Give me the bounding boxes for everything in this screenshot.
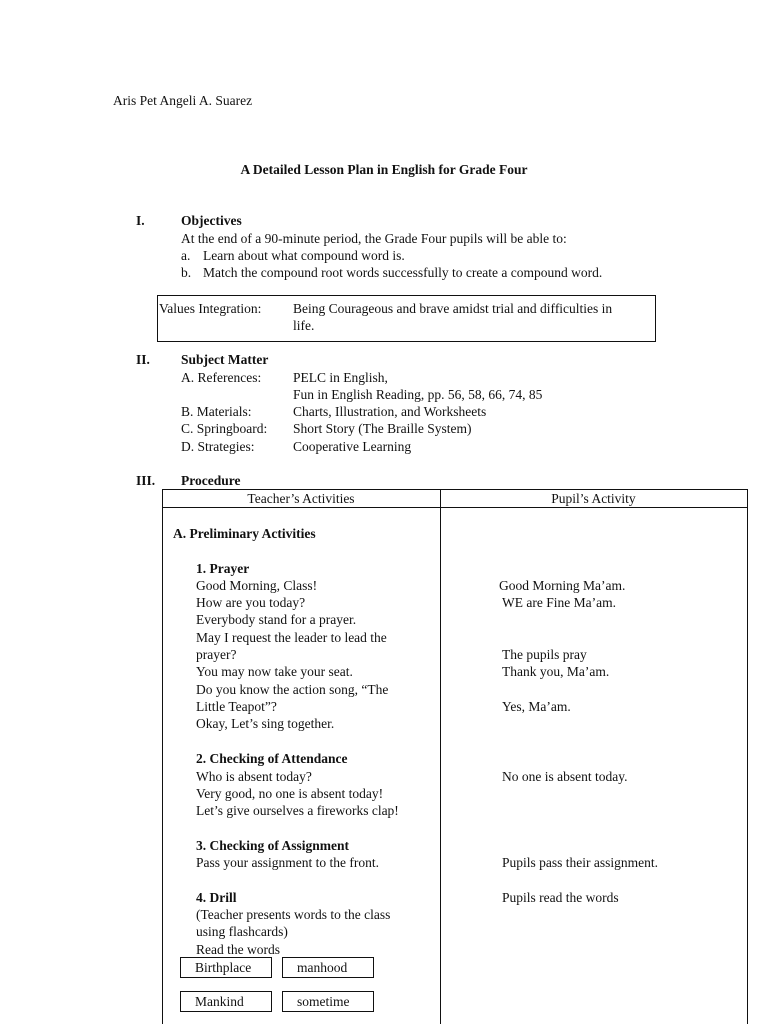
page-title: A Detailed Lesson Plan in English for Grade Four [240,162,528,177]
teacher-line: (Teacher presents words to the class [196,907,391,922]
procedure-heading: Procedure [181,473,241,488]
teacher-line: Everybody stand for a prayer. [196,612,357,627]
activity-heading: 2. Checking of Attendance [196,751,348,766]
pupil-line: Yes, Ma’am. [502,699,571,714]
teacher-line: using flashcards) [196,924,288,939]
flashcard-word: manhood [282,957,374,978]
teacher-line: Okay, Let’s sing together. [196,716,335,731]
pupil-line: WE are Fine Ma’am. [502,595,616,610]
values-integration-text: Being Courageous and brave amidst trial and difficulties in [293,301,613,316]
teacher-line: Let’s give ourselves a fireworks clap! [196,803,399,818]
flashcard-word: sometime [282,991,374,1012]
subject-value: Charts, Illustration, and Worksheets [293,404,487,419]
activity-heading: 1. Prayer [196,561,250,576]
teacher-line: May I request the leader to lead the [196,630,387,645]
objective-marker: b. [181,265,192,280]
pupil-line: No one is absent today. [502,769,628,784]
values-integration-label: Values Integration: [159,301,262,316]
pupil-line: The pupils pray [502,647,587,662]
objective-item: Learn about what compound word is. [203,248,405,263]
author-name: Aris Pet Angeli A. Suarez [113,93,253,108]
teacher-line: Do you know the action song, “The [196,682,389,697]
teacher-line: Very good, no one is absent today! [196,786,384,801]
subject-label: C. Springboard: [181,421,268,436]
subject-label: A. References: [181,370,262,385]
teacher-line: Little Teapot”? [196,699,277,714]
objectives-intro: At the end of a 90-minute period, the Grade Four pupils will be able to: [181,231,567,246]
values-integration-text: life. [293,318,315,333]
teacher-line: Read the words [196,942,280,957]
subject-matter-numeral: II. [136,352,150,367]
teacher-line: prayer? [196,647,237,662]
teacher-line: Who is absent today? [196,769,312,784]
activity-heading: 3. Checking of Assignment [196,838,350,853]
subject-label: D. Strategies: [181,439,255,454]
flashcard-word: Mankind [180,991,272,1012]
procedure-numeral: III. [136,473,156,488]
section-heading: A. Preliminary Activities [173,526,316,541]
pupil-line: Thank you, Ma’am. [502,664,610,679]
pupil-line: Pupils pass their assignment. [502,855,658,870]
pupil-line: Pupils read the words [502,890,619,905]
objectives-numeral: I. [136,213,145,228]
column-header-teacher: Teacher’s Activities [247,491,355,506]
subject-label: B. Materials: [181,404,252,419]
activity-heading: 4. Drill [196,890,237,905]
teacher-line: Good Morning, Class! [196,578,318,593]
subject-value: Short Story (The Braille System) [293,421,472,436]
pupil-line: Good Morning Ma’am. [499,578,626,593]
subject-value: Fun in English Reading, pp. 56, 58, 66, 74, 85 [293,387,543,402]
flashcard-word: Birthplace [180,957,272,978]
column-header-pupil: Pupil’s Activity [551,491,636,506]
subject-matter-heading: Subject Matter [181,352,269,367]
teacher-line: How are you today? [196,595,306,610]
subject-value: PELC in English, [293,370,388,385]
objective-item: Match the compound root words successfully to create a compound word. [203,265,603,280]
objectives-heading: Objectives [181,213,242,228]
teacher-line: You may now take your seat. [196,664,353,679]
teacher-line: Pass your assignment to the front. [196,855,379,870]
subject-value: Cooperative Learning [293,439,412,454]
objective-marker: a. [181,248,191,263]
